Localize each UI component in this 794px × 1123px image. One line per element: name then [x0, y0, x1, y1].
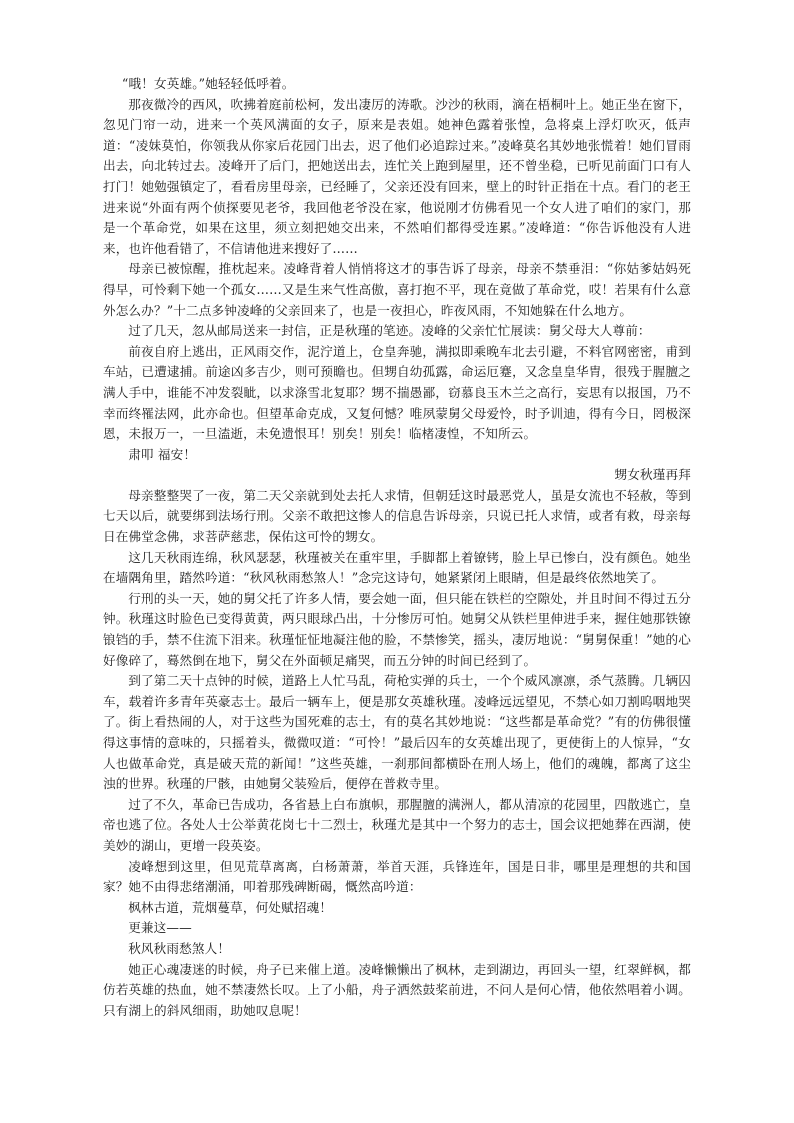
paragraph-exclamation: “哦！女英雄。”她轻轻低呼着。	[121, 76, 295, 91]
poem-line-1: 枫林古道，荒烟蔓草，何处赋招魂！	[128, 899, 333, 915]
paragraph-execution: 到了第二天十点钟的时候，道路上人忙马乱，荷枪实弹的兵士，一个个威风凛凛，杀气蒸腾。几辆囚车，载着许多青年英豪志士。最后一辆车上，便是那女英雄秋瑾。凌峰远远望见，不禁心如刀割呜咽地哭了。街上看热闹的人，对于这些为国死难的志士，有的莫名其妙地说：“这些都是革命党？”有的仿佛很懂得这事情的意味的，只摇着头，微微叹道：“可怜！”最后囚车的女英雄出现了，更使街上的人惊异，“女人也做革命党，真是破天荒的新闻！”这些英雄，一刹那间都横卧在刑人场上，他们的魂魄，都离了这尘浊的世界。秋瑾的尸骸，由她舅父装殓后，便停在普救寺里。	[103, 673, 691, 792]
letter-signature: 甥女秋瑾再拜	[614, 467, 691, 483]
paragraph-reflection: 凌峰想到这里，但见荒草离离，白杨萧萧，举首天涯，兵锋连年，国是日非，哪里是理想的共和国家？她不由得悲绪潮涌，叩着那残碑断碣，慨然高吟道：	[103, 858, 691, 895]
poem-line-2: 更兼这——	[128, 920, 192, 936]
paragraph-revolution: 过了不久，革命已告成功，各省悬上白布旗帜，那腥膻的满洲人，都从清凉的花园里，四散逃亡，皇帝也逃了位。各处人士公举黄花岗七十二烈士，秋瑾尤是其中一个努力的志士，国会议把她葬在西湖，使美妙的湖山，更增一段英姿。	[103, 796, 691, 853]
paragraph-letter-body: 前夜自府上逃出，正风雨交作，泥泞道上，仓皇奔驰，满拟即乘晚车北去引避，不料官网密密，甫到车站，已遭逮捕。前途凶多吉少，则可预瞻也。但甥自幼孤露，命运厄蹇，又念皇皇华胄，很残于腥膻之满人手中，谁能不冲发裂眦，以求涤雪北复耶？甥不揣愚鄙，窃慕良玉木兰之高行，妄思有以报国，乃不幸而终罹法网，此亦命也。但望革命克成，又复何憾？唯夙蒙舅父母爱怜，时予训迪，得有今日，罔极深恩，未报万一，一旦溘逝，未免遗恨耳！别矣！别矣！临楮凄惶，不知所云。	[103, 343, 691, 442]
paragraph-letter-arrives: 过了几天，忽从邮局送来一封信，正是秋瑾的笔迹。凌峰的父亲忙忙展读：舅父母大人尊前：	[128, 323, 651, 339]
paragraph-night-visit: 那夜微冷的西风，吹拂着庭前松柯，发出凄厉的涛歌。沙沙的秋雨，滴在梧桐叶上。她正坐在窗下，忽见门帘一动，进来一个英风满面的女子，原来是表姐。她神色露着张惶，急将桌上浮灯吹灭，低声道：“凌妹莫怕，你领我从你家后花园门出去，迟了他们必追踪过来。”凌峰莫名其妙地张慌着！她们冒雨出去，向北转过去。凌峰开了后门，把她送出去，连忙关上跑到屋里，还不曾坐稳，已听见前面门口有人打门！她勉强镇定了，看看房里母亲，已经睡了，父亲还没有回来，壁上的时针正指在十点。看门的老王进来说“外面有两个侦探要见老爷，我回他老爷没在家，他说刚才仿佛看见一个女人进了咱们的家门，那是一个革命党，如果在这里，须立刻把她交出来，不然咱们都得受连累。”凌峰道：“你告诉他没有人进来，也许他看错了，不信请他进来搜好了……	[103, 96, 691, 256]
document-body	[103, 74, 691, 1021]
poem-line-3: 秋风秋雨愁煞人！	[128, 940, 231, 956]
paragraph-ending: 她正心魂凄迷的时候，舟子已来催上道。凌峰懒懒出了枫林，走到湖边，再回头一望，红翠鲜枫，都仿若英雄的热血，她不禁凄然长叹。上了小船，舟子洒然鼓桨前进，不问人是何心情，他依然唱着小调。只有湖上的斜风细雨，助她叹息呢！	[103, 961, 691, 1018]
paragraph-prison: 这几天秋雨连绵，秋风瑟瑟，秋瑾被关在重牢里，手脚都上着镣铐，脸上早已惨白，没有颜色。她坐在墙隅角里，踏然吟道：“秋风秋雨愁煞人！”念完这诗句，她紧紧闭上眼睛，但是最终依然地笑了。	[103, 549, 691, 586]
paragraph-mother-weeps: 母亲整整哭了一夜，第二天父亲就到处去托人求情，但朝廷这时最恶党人，虽是女流也不轻赦，等到七天以后，就要绑到法场行刑。父亲不敢把这惨人的信息告诉母亲，只说已托人求情，或者有救，母亲每日在佛堂念佛，求菩萨慈悲，保佑这可怜的甥女。	[103, 487, 691, 545]
paragraph-last-visit: 行刑的头一天，她的舅父托了许多人情，要会她一面，但只能在铁栏的空隙处，并且时间不得过五分钟。秋瑾这时脸色已变得黄黄，两只眼球凸出，十分惨厉可怕。她舅父从铁栏里伸进手来，握住她那铁镣锒铛的手，禁不住流下泪来。秋瑾怔怔地凝注他的脸，不禁惨笑，摇头，凄厉地说：“舅舅保重！”她的心好像碎了，蓦然倒在地下，舅父在外面顿足痛哭，而五分钟的时间已经到了。	[103, 590, 691, 668]
paragraph-mother: 母亲已被惊醒，推枕起来。凌峰背着人悄悄将这才的事告诉了母亲，母亲不禁垂泪：“你姑爹姑妈死得早，可怜剩下她一个孤女……又是生来气性高傲，喜打抱不平，现在竟做了革命党，哎！若果有什么意外怎么办？”十二点多钟凌峰的父亲回来了，也是一夜担心，昨夜风雨，不知她躲在什么地方。	[103, 261, 691, 318]
letter-closing: 肃叩 福安！	[128, 446, 197, 462]
